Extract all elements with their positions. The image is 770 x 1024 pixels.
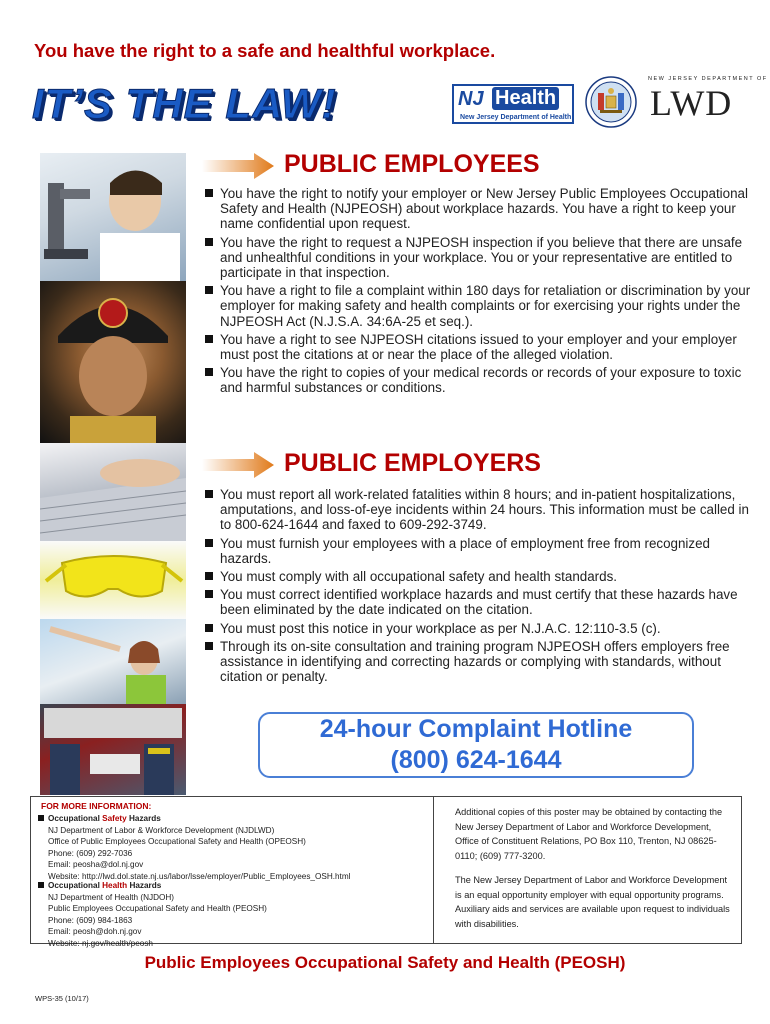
law-title: IT’S THE LAW! <box>32 80 337 127</box>
safety-line: NJ Department of Labor & Workforce Development (NJDLWD) <box>48 825 275 835</box>
arrow-right-icon <box>202 452 274 478</box>
safety-heading-pre: Occupational <box>48 814 103 823</box>
scientist-microscope-photo <box>40 153 186 281</box>
nj-health-logo-nj: NJ <box>458 88 484 110</box>
safety-hazards-heading <box>38 813 350 825</box>
firefighter-helmet-icon <box>40 281 186 443</box>
woman-pointing-photo <box>40 619 186 704</box>
safety-website: Website: http://lwd.dol.state.nj.us/labor/lsse/employer/Public_Employees_OSH.html <box>48 871 351 881</box>
health-line: Public Employees Occupational Safety and Health (PEOSH) <box>48 904 267 913</box>
more-info-heading: FOR MORE INFORMATION: <box>41 801 152 811</box>
employee-rights-list <box>204 186 752 399</box>
nj-health-logo <box>452 84 574 124</box>
arrow-right-icon <box>202 153 274 179</box>
public-employers-heading: PUBLIC EMPLOYERS <box>284 449 541 477</box>
keyboard-typing-photo <box>40 443 186 541</box>
list-item: You have the right to notify your employer or New Jersey Public Employees Occupational Safety and Health (NJPEOSH) about workplace hazards. You have a right to keep your name confidential upon request. <box>204 186 752 232</box>
health-heading-pre: Occupational <box>48 881 103 890</box>
list-item: You must report all work-related fatalities within 8 hours; and in-patient hospitalizations, amputations, and loss-of-eye incidents within 24 hours. This information must be called in to 800-624-1644 and faxed to 609-292-3749. <box>204 487 752 533</box>
ambulance-icon <box>40 704 186 795</box>
equal-opportunity-text: The New Jersey Department of Labor and Workforce Development is an equal opportunity employer with equal opportunity programs. Auxiliary aids and services are available upon request to individuals with disabilities. <box>455 875 730 929</box>
health-phone: Phone: (609) 984-1863 <box>48 915 133 925</box>
list-item: You must correct identified workplace hazards and must certify that these hazards have been eliminated by the date indicated on the citation. <box>204 587 752 617</box>
safety-heading-post: Hazards <box>126 814 161 823</box>
health-heading-post: Hazards <box>127 881 162 890</box>
more-information-box <box>30 796 742 948</box>
lwd-logo-top: NEW JERSEY DEPARTMENT OF <box>648 76 768 82</box>
microscope-icon <box>40 153 186 281</box>
safety-line: Office of Public Employees Occupational Safety and Health (OPEOSH) <box>48 837 306 846</box>
list-item: You have the right to copies of your medical records or records of your exposure to toxic and harmful substances or conditions. <box>204 365 752 395</box>
additional-copies-info <box>455 805 735 931</box>
safety-heading-red: Safety <box>102 814 127 823</box>
nj-health-logo-dept: New Jersey Department of Health <box>460 114 572 121</box>
list-item: You have a right to file a complaint within 180 days for retaliation or discrimination by your employer for making safety and health complaints or for exercising your rights under the NJPEOSH Act (N.J.S.A. 34:6A-25 et seq.). <box>204 283 752 329</box>
hotline-label: 24-hour Complaint Hotline <box>319 715 633 743</box>
list-item: You must comply with all occupational safety and health standards. <box>204 569 752 584</box>
paramedics-photo <box>40 704 186 795</box>
lwd-logo <box>648 76 768 128</box>
list-item: Through its on-site consultation and training program NJPEOSH offers employers free assistance in identifying and correcting hazards or complying with standards, without citation or penalty. <box>204 639 752 685</box>
list-item: You have the right to request a NJPEOSH inspection if you believe that there are unsafe and unhealthful conditions in your workplace. You or your representative are entitled to participate in that inspection. <box>204 235 752 281</box>
footer-title: Public Employees Occupational Safety and Health (PEOSH) <box>144 953 626 972</box>
firefighter-photo <box>40 281 186 443</box>
safety-email: Email: peosha@dol.nj.gov <box>48 860 144 869</box>
keyboard-icon <box>40 443 186 541</box>
form-code: WPS-35 (10/17) <box>35 994 89 1003</box>
health-hazards-contact <box>48 880 267 949</box>
health-email: Email: peosh@doh.nj.gov <box>48 927 142 936</box>
info-divider <box>433 797 434 943</box>
health-hazards-heading <box>38 880 267 892</box>
safety-phone: Phone: (609) 292-7036 <box>48 848 133 858</box>
lwd-logo-letters: LWD <box>650 83 733 123</box>
nj-state-seal-icon <box>585 76 637 128</box>
complaint-hotline-box <box>258 712 694 778</box>
woman-pointing-icon <box>40 619 186 704</box>
list-item: You must furnish your employees with a place of employment free from recognized hazards. <box>204 536 752 566</box>
hotline-phone: (800) 624-1644 <box>390 746 562 774</box>
list-item: You must post this notice in your workplace as per N.J.A.C. 12:110-3.5 (c). <box>204 621 752 636</box>
list-item: You have a right to see NJPEOSH citations issued to your employer and your employer must post the citations at or near the place of the alleged violation. <box>204 332 752 362</box>
safety-glasses-photo <box>40 541 186 619</box>
additional-copies-text: Additional copies of this poster may be obtained by contacting the New Jersey Department of Labor and Workforce Development, Office of Constituent Relations, PO Box 110, Trenton, NJ 08625-0110; (609) 777-3200. <box>455 807 723 861</box>
public-employees-heading: PUBLIC EMPLOYEES <box>284 150 540 178</box>
nj-health-logo-health: Health <box>492 87 559 110</box>
health-line: NJ Department of Health (NJDOH) <box>48 892 175 902</box>
employer-duties-list <box>204 487 752 687</box>
tagline: You have the right to a safe and healthful workplace. <box>34 40 496 61</box>
health-website: Website: nj.gov/health/peosh <box>48 938 153 948</box>
safety-glasses-icon <box>40 541 186 619</box>
health-heading-red: Health <box>102 881 128 890</box>
safety-hazards-contact <box>48 813 350 882</box>
